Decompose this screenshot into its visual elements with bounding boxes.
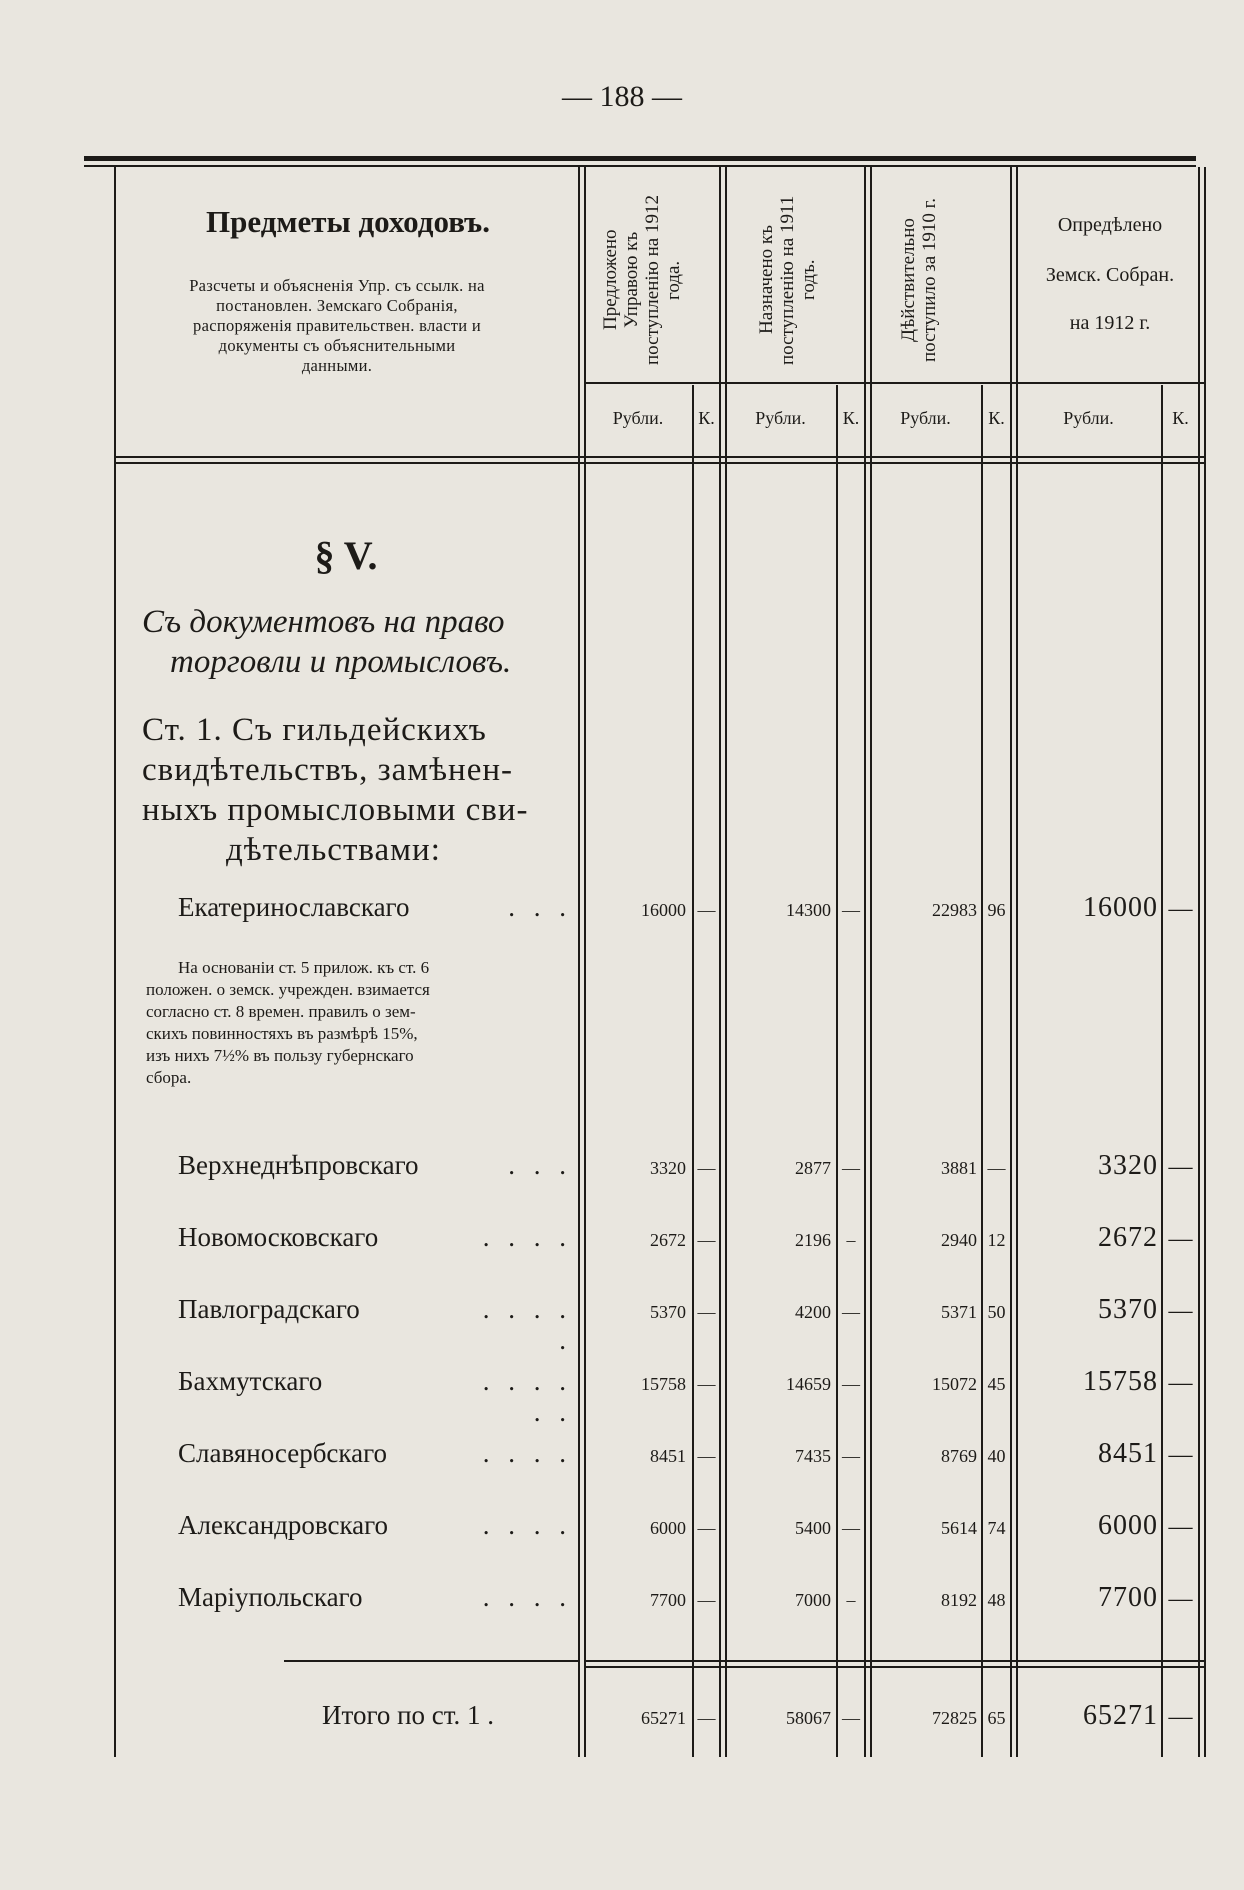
row-determined: 16000: [1083, 892, 1158, 923]
top-rule: [84, 156, 1196, 161]
table-right-border: [1204, 167, 1206, 1757]
row-assigned: 14659: [786, 1374, 831, 1394]
row-proposed-kop: —: [697, 1230, 716, 1250]
note-line: согласно ст. 8 времен. правилъ о зем-: [146, 1002, 416, 1021]
row-proposed: 7700: [650, 1590, 686, 1610]
col-divider: [719, 167, 721, 1757]
row-proposed-kop: —: [697, 1374, 716, 1394]
header-col-proposed: Предложено Управою къ поступленію на 1912 года.: [600, 195, 684, 365]
col-divider: [1010, 167, 1012, 1757]
row-determined-kop: —: [1168, 1370, 1193, 1396]
row-actual-kop: 12: [987, 1230, 1006, 1250]
total-assigned-kop: —: [842, 1708, 860, 1728]
row-actual: 5614: [941, 1518, 977, 1538]
row-determined-kop: —: [1168, 1442, 1193, 1468]
row-actual: 22983: [932, 900, 977, 920]
header-units-rule: [584, 382, 1204, 384]
row-proposed-kop: —: [697, 1446, 716, 1466]
row-assigned-kop: —: [842, 1302, 860, 1322]
row-assigned: 2196: [795, 1230, 831, 1250]
header-title: Предметы доходовъ.: [206, 204, 490, 239]
total-label: Итого по ст. 1 .: [322, 1700, 495, 1730]
row-assigned: 5400: [795, 1518, 831, 1538]
row-assigned-kop: —: [842, 900, 860, 920]
top-rule-thin: [84, 165, 1196, 167]
unit-rubles: Рубли.: [755, 408, 806, 428]
row-determined-kop: —: [1168, 1586, 1193, 1612]
row-actual: 8769: [941, 1446, 977, 1466]
row-proposed: 8451: [650, 1446, 686, 1466]
total-assigned: 58067: [786, 1708, 831, 1728]
article-line-1: Ст. 1. Съ гильдейскихъ: [142, 712, 487, 748]
row-assigned-kop: —: [842, 1518, 860, 1538]
row-determined-kop: —: [1168, 1226, 1193, 1252]
row-name: Славяносербскаго: [178, 1438, 388, 1468]
row-actual: 2940: [941, 1230, 977, 1250]
header-col-assigned: Назначено къ поступленію на 1911 годъ.: [756, 195, 819, 365]
row-actual-kop: 45: [987, 1374, 1006, 1394]
row-name: Бахмутскаго: [178, 1366, 323, 1396]
unit-kop: К.: [988, 408, 1005, 428]
table-left-border: [114, 167, 116, 1757]
row-name: Павлоградскаго: [178, 1294, 360, 1324]
row-leader-dots: . . .: [508, 892, 572, 922]
total-actual: 72825: [932, 1708, 977, 1728]
col-divider: [981, 385, 983, 1757]
row-assigned: 14300: [786, 900, 831, 920]
note-line: изъ нихъ 7½% въ пользу губернскаго: [146, 1046, 414, 1065]
article-line-3: ныхъ промысловыми сви-: [142, 792, 529, 828]
row-proposed-kop: —: [697, 1158, 716, 1178]
section-mark: § V.: [314, 533, 378, 578]
row-determined-kop: —: [1168, 1298, 1193, 1324]
header-col-actual: Дѣйствительно поступило за 1910 г.: [898, 197, 940, 363]
row-proposed: 5370: [650, 1302, 686, 1322]
row-leader-dots: . . . . . .: [482, 1366, 572, 1427]
total-proposed: 65271: [641, 1708, 686, 1728]
header-col-determined-1: Опредѣлено: [1057, 214, 1163, 236]
row-proposed: 16000: [641, 900, 686, 920]
header-note: Разсчеты и объясненія Упр. съ ссылк. на постановлен. Земскаго Собранія, распоряженія правительствен. власти и документы съ объяснительными данными.: [189, 276, 485, 375]
col-divider: [692, 385, 694, 1757]
article-line-4: дѣтельствами:: [226, 832, 441, 868]
row-actual-kop: —: [987, 1158, 1006, 1178]
total-proposed-kop: —: [697, 1708, 716, 1728]
row-leader-dots: . . . . .: [482, 1294, 572, 1355]
row-determined: 2672: [1098, 1222, 1158, 1253]
row-determined-kop: —: [1168, 1514, 1193, 1540]
total-rule: [584, 1666, 1204, 1668]
row-leader-dots: . . . .: [482, 1510, 572, 1540]
row-determined: 8451: [1098, 1438, 1158, 1469]
col-divider: [578, 167, 580, 1757]
note-line: положен. о земск. учрежден. взимается: [146, 980, 430, 999]
row-name: Верхнеднѣпровскаго: [178, 1150, 419, 1180]
row-leader-dots: . . . .: [482, 1222, 572, 1252]
unit-rubles: Рубли.: [1063, 408, 1114, 428]
row-determined-kop: —: [1168, 896, 1193, 922]
row-name: Екатеринославскаго: [178, 892, 410, 922]
section-title-1: Съ документовъ на право: [142, 604, 505, 640]
row-name: Маріупольскаго: [178, 1582, 363, 1612]
row-actual: 15072: [932, 1374, 977, 1394]
row-actual-kop: 48: [987, 1590, 1006, 1610]
row-actual-kop: 74: [987, 1518, 1006, 1538]
row-actual: 3881: [941, 1158, 977, 1178]
row-determined: 5370: [1098, 1294, 1158, 1325]
row-leader-dots: . . . .: [482, 1582, 572, 1612]
row-proposed: 2672: [650, 1230, 686, 1250]
row-actual-kop: 50: [987, 1302, 1006, 1322]
col-divider: [836, 385, 838, 1757]
unit-kop: К.: [1172, 408, 1189, 428]
total-rule: [584, 1660, 1204, 1662]
row-determined: 15758: [1083, 1366, 1158, 1397]
article-line-2: свидѣтельствъ, замѣнен-: [142, 752, 514, 788]
unit-rubles: Рубли.: [612, 408, 664, 428]
row-assigned: 4200: [795, 1302, 831, 1322]
row-assigned-kop: –: [846, 1590, 856, 1610]
note-line: скихъ повинностяхъ въ размѣрѣ 15%,: [146, 1024, 418, 1043]
row-determined: 6000: [1098, 1510, 1158, 1541]
note-line: сбора.: [146, 1068, 192, 1087]
row-proposed: 3320: [650, 1158, 686, 1178]
row-proposed: 15758: [641, 1374, 686, 1394]
row-actual: 8192: [941, 1590, 977, 1610]
unit-kop: К.: [842, 408, 860, 428]
row-determined-kop: —: [1168, 1154, 1193, 1180]
unit-rubles: Рубли.: [900, 408, 951, 428]
section-title-2: торговли и промысловъ.: [170, 644, 512, 680]
note-line: На основаніи ст. 5 прилож. къ ст. 6: [178, 958, 430, 977]
page-number: — 188 —: [562, 80, 682, 113]
header-bottom-rule: [114, 456, 1204, 458]
row-assigned-kop: —: [842, 1158, 860, 1178]
total-determined-kop: —: [1168, 1704, 1193, 1730]
row-leader-dots: . . . .: [482, 1438, 572, 1468]
row-proposed-kop: —: [697, 1518, 716, 1538]
row-assigned-kop: –: [846, 1230, 856, 1250]
col-divider: [1161, 385, 1163, 1757]
total-determined: 65271: [1083, 1700, 1158, 1731]
row-proposed-kop: —: [697, 1590, 716, 1610]
row-assigned: 2877: [795, 1158, 831, 1178]
row-actual: 5371: [941, 1302, 977, 1322]
row-assigned-kop: —: [842, 1446, 860, 1466]
row-actual-kop: 40: [987, 1446, 1006, 1466]
unit-kop: К.: [698, 408, 715, 428]
col-divider: [864, 167, 866, 1757]
table-right-border: [1198, 167, 1200, 1757]
row-determined: 3320: [1098, 1150, 1158, 1181]
row-assigned: 7435: [795, 1446, 831, 1466]
header-bottom-rule: [114, 462, 1204, 464]
row-proposed-kop: —: [697, 900, 716, 920]
row-proposed-kop: —: [697, 1302, 716, 1322]
total-actual-kop: 65: [987, 1708, 1006, 1728]
row-assigned-kop: —: [842, 1374, 860, 1394]
header-col-determined-3: на 1912 г.: [1069, 312, 1151, 334]
row-proposed: 6000: [650, 1518, 686, 1538]
row-actual-kop: 96: [987, 900, 1006, 920]
total-rule-name: [284, 1660, 578, 1662]
row-leader-dots: . . .: [508, 1150, 572, 1180]
row-determined: 7700: [1098, 1582, 1158, 1613]
row-name: Новомосковскаго: [178, 1222, 379, 1252]
row-name: Александровскаго: [178, 1510, 389, 1540]
header-col-determined-2: Земск. Собран.: [1045, 264, 1175, 286]
row-assigned: 7000: [795, 1590, 831, 1610]
